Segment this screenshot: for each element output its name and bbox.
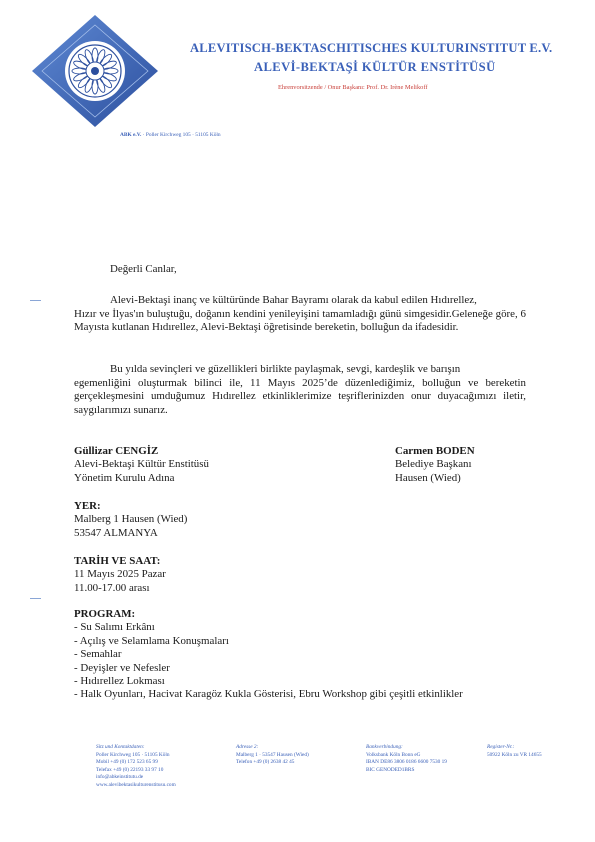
- datetime-block: [74, 555, 166, 595]
- program-item: - Su Salımı Erkânı: [74, 621, 155, 634]
- footer-line: Poller Kirchweg 105 · 51105 Köln: [96, 751, 170, 758]
- location-block: [74, 500, 187, 540]
- location-line: 53547 ALMANYA: [74, 526, 158, 539]
- signer-name: Güllizar CENGİZ: [74, 445, 159, 457]
- date-line: 11 Mayıs 2025 Pazar: [74, 568, 166, 581]
- time-line: 11.00-17.00 arası: [74, 581, 150, 594]
- footer-title: Bankverbindung:: [366, 744, 403, 750]
- program-heading: PROGRAM:: [74, 608, 136, 620]
- footer-website: www.alevibektasikulturenstitusu.com: [96, 781, 176, 788]
- greeting: Değerli Canlar,: [110, 263, 177, 275]
- footer-title: Adresse 2:: [236, 744, 259, 750]
- program-item: - Deyişler ve Nefesler: [74, 661, 170, 674]
- sender-address: ABK e.V. · Poller Kirchweg 105 · 51105 Köln: [120, 132, 221, 138]
- paragraph-1: [74, 294, 526, 335]
- paragraph-2-first-line: Bu yılda sevinçleri ve güzellikleri birlikte paylaşmak, sevgi, kardeşlik ve barışın: [110, 363, 461, 375]
- signature-right: [395, 445, 475, 485]
- signer-org: Alevi-Bektaşi Kültür Enstitüsü: [74, 458, 209, 471]
- institute-title-tr: ALEVİ-BEKTAŞİ KÜLTÜR ENSTİTÜSÜ: [254, 60, 496, 74]
- footer-line: IBAN DE86 3806 0186 6600 7530 19: [366, 759, 447, 766]
- footer-register: [487, 744, 542, 759]
- footer-line: Volksbank Köln Bonn eG: [366, 751, 421, 758]
- location-heading: YER:: [74, 500, 101, 512]
- institute-title-de: ALEVITISCH-BEKTASCHITISCHES KULTURINSTITUT E.V.: [190, 41, 553, 55]
- footer-line: 50922 Köln zu VR 14655: [487, 751, 542, 758]
- footer-line: Mobil +49 (0) 172 523 65 99: [96, 759, 158, 766]
- program-block: [74, 608, 463, 702]
- program-item: - Semahlar: [74, 648, 122, 661]
- signer-role: Yönetim Kurulu Adına: [74, 471, 175, 484]
- fold-mark: [30, 300, 41, 301]
- program-item: - Hıdırellez Lokması: [74, 675, 165, 688]
- fold-mark: [30, 598, 41, 599]
- paragraph-2: [74, 363, 526, 417]
- paragraph-2-body: egemenliğini oluşturmak bilinci ile, 11 Mayıs 2025’de düzenlediğimiz, bolluğun ve bereketin gerçekleşmesini umduğumuz Hıdırellez etkinliklerimize teşriflerinizden onur duyacağımızı iletir, saygılarımızı sunarız.: [74, 376, 526, 416]
- footer-line: BIC GENODED1BRS: [366, 766, 415, 773]
- footer-title: Sitz und Kontaktdaten:: [96, 744, 145, 750]
- footer-line: Telefax +49 (0) 22193 33 97 10: [96, 766, 164, 773]
- footer-title: Register-Nr.:: [487, 744, 515, 750]
- signer-place: Hausen (Wied): [395, 471, 461, 484]
- program-item: - Halk Oyunları, Hacivat Karagöz Kukla Gösterisi, Ebru Workshop gibi çeşitli etkinlikler: [74, 688, 463, 701]
- footer-bank: [366, 744, 447, 774]
- honorary-chair: Ehrenvorsitzende / Onur Başkanı: Prof. Dr. Irène Melikoff: [278, 84, 428, 91]
- signature-left: [74, 445, 209, 485]
- program-item: - Açılış ve Selamlama Konuşmaları: [74, 634, 229, 647]
- footer-address-2: [236, 744, 309, 767]
- footer-line: Telefon +49 (0) 2638 42 45: [236, 759, 295, 766]
- footer-email: info@abkeinstitutu.de: [96, 774, 144, 781]
- signer-role: Belediye Başkanı: [395, 458, 472, 471]
- paragraph-1-body: Hızır ve İlyas'ın buluştuğu, doğanın kendini yenileyişini tamamladığı günü simgesidir.Geleneğe göre, 6 Mayısta kutlanan Hıdırellez, Alevi-Bektaşi öğretisinde bereketin, bolluğun da ifadesidir.: [74, 307, 526, 333]
- paragraph-1-first-line: Alevi-Bektaşi inanç ve kültüründe Bahar Bayramı olarak da kabul edilen Hıdırellez,: [110, 294, 477, 306]
- signer-name: Carmen BODEN: [395, 445, 475, 457]
- location-line: Malberg 1 Hausen (Wied): [74, 513, 188, 526]
- footer-contact: [96, 744, 176, 790]
- footer-line: Malberg 1 · 53547 Hausen (Wied): [236, 751, 309, 758]
- datetime-heading: TARİH VE SAAT:: [74, 555, 161, 567]
- institute-logo: [12, 12, 178, 130]
